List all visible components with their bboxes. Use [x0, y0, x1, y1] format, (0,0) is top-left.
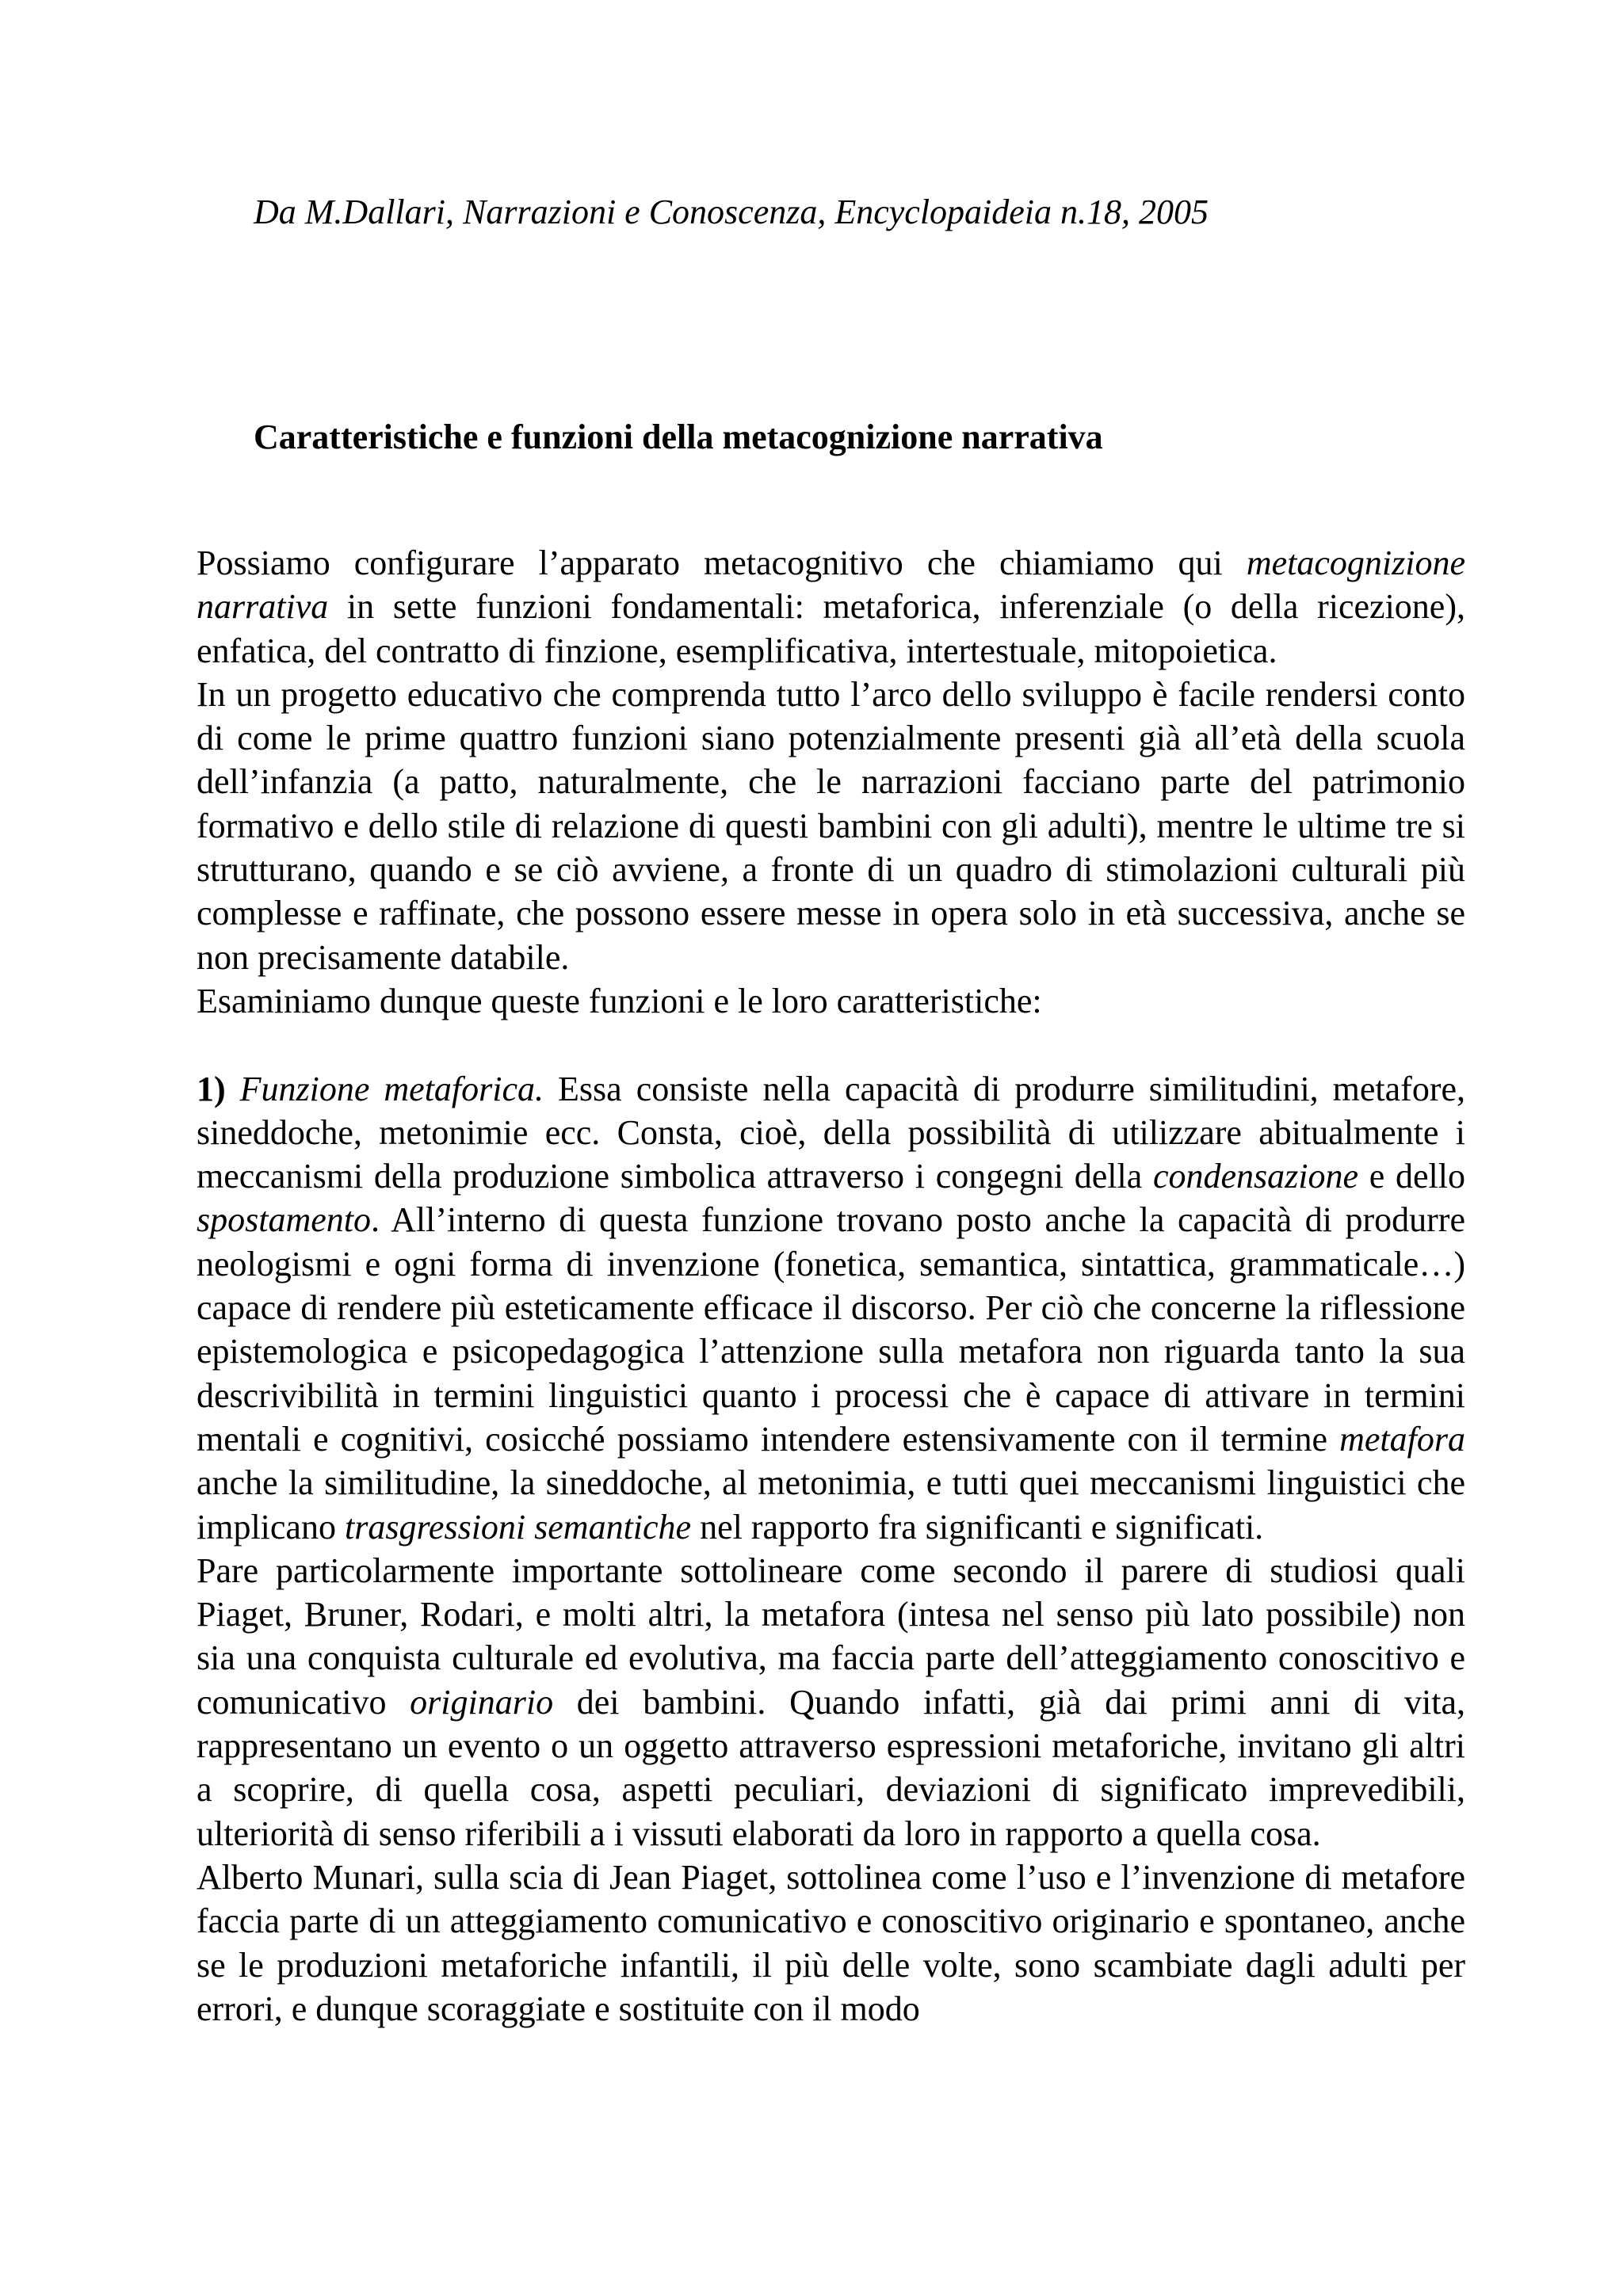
source-citation: Da M.Dallari, Narrazioni e Conoscenza, Encyclopaideia n.18, 2005: [254, 193, 1209, 231]
p1-term-metacognizione: metacognizione narrativa: [197, 543, 1465, 627]
p4-text-i: nel rapporto fra significanti e significati.: [691, 1507, 1264, 1547]
p4-term-metafora: metafora: [1339, 1419, 1465, 1459]
p5-text-c: dei bambini. Quando infatti, già dai primi anni di vita, rappresentano un evento o un oggetto attraverso espressioni metaforiche, invitano gli altri a scoprire, di quella cosa, aspetti peculiari, deviazioni di significato imprevedibili, ulteriorità di senso riferibili a i vissuti elaborati da loro in rapporto a quella cosa.: [197, 1682, 1465, 1853]
paragraph-spacer: [197, 1023, 1465, 1066]
paragraph-piaget: [197, 1549, 1465, 1855]
p4-text-c: e dello: [1358, 1157, 1465, 1196]
p4-term-trasgressioni: trasgressioni semantiche: [344, 1507, 692, 1547]
body-text: [197, 541, 1465, 2031]
p4-term-spostamento: spostamento: [197, 1200, 371, 1240]
paragraph-intro: [197, 541, 1465, 673]
paragraph-examine: Esaminiamo dunque queste funzioni e le loro caratteristiche:: [197, 981, 1042, 1020]
p1-text-c: in sette funzioni fondamentali: metaforica, inferenziale (o della ricezione), enfatica, del contratto di finzione, esemplificativa, intertestuale, mitopoietica.: [197, 587, 1465, 670]
p5-term-originario: originario: [410, 1682, 554, 1722]
paragraph-funzione-metaforica: [197, 1067, 1465, 1549]
p4-term-condensazione: condensazione: [1152, 1157, 1359, 1196]
p1-text-a: Possiamo configurare l’apparato metacognitivo che chiamiamo qui: [197, 543, 1247, 582]
p4-text-a: Essa consiste nella capacità di produrre similitudini, metafore, sineddoche, metonimie ecc. Consta, cioè, della possibilità di utilizzare abitualmente i meccanismi della produzione simbolica attraverso i congegni della: [197, 1069, 1466, 1196]
page-title: Caratteristiche e funzioni della metacognizione narrativa: [254, 418, 1103, 456]
section-heading: Funzione metaforica.: [239, 1069, 544, 1108]
p5-text-a: Pare particolarmente importante sottolineare come secondo il parere di studiosi quali Piaget, Bruner, Rodari, e molti altri, la metafora (intesa nel senso più lato possibile) non sia una conquista culturale ed evolutiva, ma faccia parte dell’atteggiamento conoscitivo e comunicativo: [197, 1550, 1465, 1722]
paragraph-munari: Alberto Munari, sulla scia di Jean Piaget, sottolinea come l’uso e l’invenzione di metafore faccia parte di un atteggiamento comunicativo e conoscitivo originario e spontaneo, anche se le produzioni metaforiche infantili, il più delle volte, sono scambiate dagli adulti per errori, e dunque scoraggiate e sostituite con il modo: [197, 1857, 1465, 2028]
list-number: 1): [197, 1069, 226, 1108]
paragraph-project: In un progetto educativo che comprenda tutto l’arco dello sviluppo è facile rendersi conto di come le prime quattro funzioni siano potenzialmente presenti già all’età della scuola dell’infanzia (a patto, naturalmente, che le narrazioni facciano parte del patrimonio formativo e dello stile di relazione di questi bambini con gli adulti), mentre le ultime tre si strutturano, quando e se ciò avviene, a fronte di un quadro di stimolazioni culturali più complesse e raffinate, che possono essere messe in opera solo in età successiva, anche se non precisamente databile.: [197, 674, 1465, 977]
p4-text-g: anche la similitudine, la sineddoche, al metonimia, e tutti quei meccanismi linguistici che implicano: [197, 1463, 1465, 1547]
p4-text-e: . All’interno di questa funzione trovano posto anche la capacità di produrre neologismi e ogni forma di invenzione (fonetica, semantica, sintattica, grammaticale…) capace di rendere più esteticamente efficace il discorso. Per ciò che concerne la riflessione epistemologica e psicopedagogica l’attenzione sulla metafora non riguarda tanto la sua descrivibilità in termini linguistici quanto i processi che è capace di attivare in termini mentali e cognitivi, cosicché possiamo intendere estensivamente con il termine: [197, 1200, 1465, 1459]
